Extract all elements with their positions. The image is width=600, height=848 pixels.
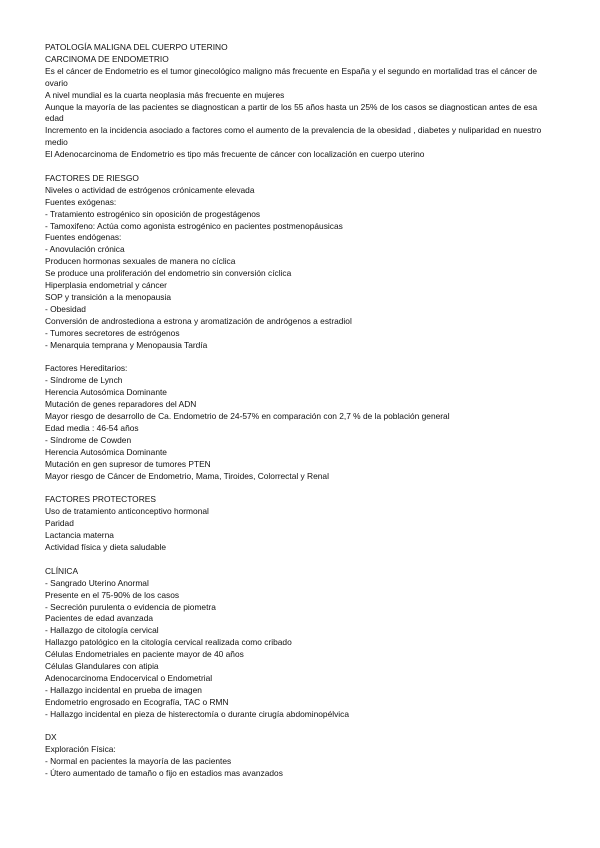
- list-item: Lactancia materna: [45, 530, 114, 541]
- header-block: [45, 42, 545, 66]
- document-subtitle: CARCINOMA DE ENDOMETRIO: [45, 53, 169, 64]
- list-item: Conversión de androstediona a estrona y aromatización de andrógenos a estradiol: [45, 315, 352, 326]
- list-item: Exploración Física:: [45, 744, 116, 755]
- list-item: - Tamoxifeno: Actúa como agonista estrogénico en pacientes postmenopáusicas: [45, 220, 343, 231]
- section-spacer: [45, 483, 545, 495]
- list-item: Fuentes endógenas:: [45, 232, 122, 243]
- list-item: Endometrio engrosado en Ecografía, TAC o RMN: [45, 696, 229, 707]
- list-item: Mayor riesgo de Cáncer de Endometrio, Mama, Tiroides, Colorrectal y Renal: [45, 470, 329, 481]
- list-item: Adenocarcinoma Endocervical o Endometrial: [45, 672, 213, 683]
- list-item: - Hallazgo de citología cervical: [45, 625, 159, 636]
- section-spacer: [45, 161, 545, 173]
- list-item: - Tratamiento estrogénico sin oposición de progestágenos: [45, 208, 261, 219]
- list-item: - Hallazgo incidental en pieza de histerectomía o durante cirugía abdominopélvica: [45, 708, 350, 719]
- list-item: - Normal en pacientes la mayoría de las pacientes: [45, 756, 232, 767]
- section-heading: FACTORES DE RIESGO: [45, 172, 139, 183]
- section-heading: FACTORES PROTECTORES: [45, 494, 156, 505]
- section-spacer: [45, 554, 545, 566]
- list-item: - Menarquia temprana y Menopausia Tardía: [45, 339, 208, 350]
- list-item: - Tumores secretores de estrógenos: [45, 327, 180, 338]
- list-item: Fuentes exógenas:: [45, 196, 117, 207]
- list-item: Herencia Autosómica Dominante: [45, 446, 167, 457]
- list-item: Mayor riesgo de desarrollo de Ca. Endometrio de 24-57% en comparación con 2,7 % de la población general: [45, 411, 450, 422]
- hereditary-factors-section: [45, 363, 545, 482]
- document-page: [45, 42, 545, 780]
- list-item: - Hallazgo incidental en prueba de imagen: [45, 684, 202, 695]
- list-item: Edad media : 46-54 años: [45, 422, 139, 433]
- protective-factors-section: [45, 494, 545, 554]
- section-spacer: [45, 721, 545, 733]
- intro-section: [45, 66, 545, 161]
- list-item: Pacientes de edad avanzada: [45, 613, 154, 624]
- section-spacer: [45, 352, 545, 364]
- list-item: Presente en el 75-90% de los casos: [45, 589, 180, 600]
- list-item: Células Endometriales en paciente mayor de 40 años: [45, 649, 244, 660]
- list-item: - Secreción purulenta o evidencia de piometra: [45, 601, 216, 612]
- intro-paragraph: A nivel mundial es la cuarta neoplasia más frecuente en mujeres: [45, 89, 285, 100]
- list-item: - Síndrome de Lynch: [45, 375, 123, 386]
- list-item: - Síndrome de Cowden: [45, 434, 132, 445]
- intro-paragraph: El Adenocarcinoma de Endometrio es tipo más frecuente de cáncer con localización en cuerpo uterino: [45, 149, 425, 160]
- section-heading: DX: [45, 732, 57, 743]
- list-item: Actividad física y dieta saludable: [45, 542, 167, 553]
- list-item: - Anovulación crónica: [45, 244, 125, 255]
- list-item: Hiperplasia endometrial y cáncer: [45, 280, 167, 291]
- list-item: - Sangrado Uterino Anormal: [45, 577, 149, 588]
- dx-section: [45, 732, 545, 780]
- list-item: Mutación en gen supresor de tumores PTEN: [45, 458, 211, 469]
- list-item: - Útero aumentado de tamaño o fijo en estadios mas avanzados: [45, 768, 283, 779]
- list-item: Paridad: [45, 518, 74, 529]
- document-title: PATOLOGÍA MALIGNA DEL CUERPO UTERINO: [45, 42, 228, 52]
- list-item: Células Glandulares con atipia: [45, 661, 159, 672]
- risk-factors-section: [45, 173, 545, 352]
- intro-paragraph: Incremento en la incidencia asociado a factores como el aumento de la prevalencia de la obesidad , diabetes y nuliparidad en nuestro medio: [45, 125, 542, 148]
- list-item: Niveles o actividad de estrógenos crónicamente elevada: [45, 184, 255, 195]
- list-item: SOP y transición a la menopausia: [45, 292, 172, 303]
- intro-paragraph: Es el cáncer de Endometrio es el tumor ginecológico maligno más frecuente en España y el segundo en mortalidad tras el cáncer de ovario: [45, 65, 538, 88]
- section-heading: Factores Hereditarios:: [45, 363, 128, 374]
- section-heading: CLÍNICA: [45, 565, 79, 576]
- list-item: Se produce una proliferación del endometrio sin conversión cíclica: [45, 268, 292, 279]
- list-item: - Obesidad: [45, 303, 86, 314]
- clinical-section: [45, 566, 545, 721]
- list-item: Hallazgo patológico en la citología cervical realizada como cribado: [45, 637, 292, 648]
- list-item: Uso de tratamiento anticonceptivo hormonal: [45, 506, 209, 517]
- intro-paragraph: Aunque la mayoría de las pacientes se diagnostican a partir de los 55 años hasta un 25% de los casos se diagnostican antes de esa edad: [45, 101, 538, 124]
- list-item: Mutación de genes reparadores del ADN: [45, 399, 197, 410]
- list-item: Producen hormonas sexuales de manera no cíclica: [45, 256, 236, 267]
- list-item: Herencia Autosómica Dominante: [45, 387, 167, 398]
